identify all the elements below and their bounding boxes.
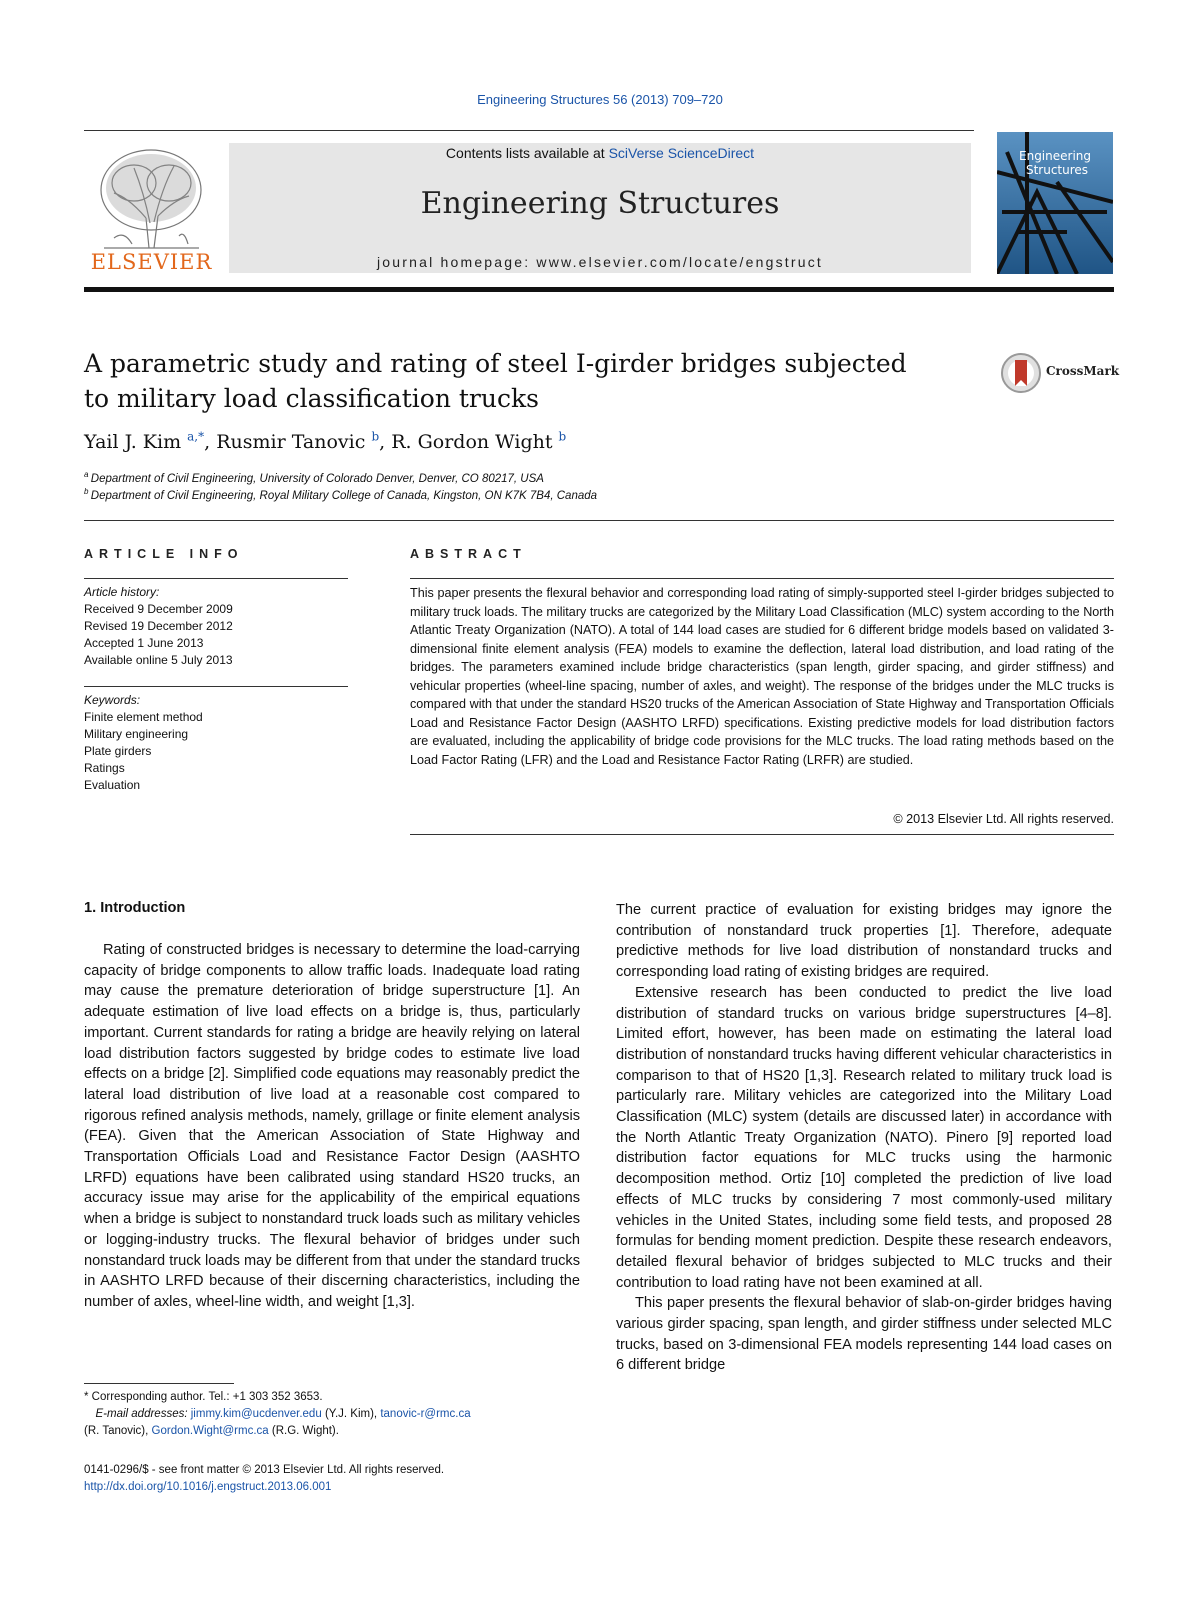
keyword-item: Plate girders: [84, 744, 152, 758]
keywords: [84, 692, 348, 794]
author-affiliation-mark[interactable]: a,*: [187, 430, 205, 444]
header-divider: [84, 287, 1114, 292]
affiliation-a: $^a$ Department of Civil Engineering, University of Colorado Denver, Denver, CO 80217, USA: [84, 470, 544, 485]
contents-prefix: Contents lists available at: [445, 145, 609, 161]
article-title: [84, 346, 934, 416]
keyword-item: Military engineering: [84, 727, 189, 741]
title-line-2: to military load classification trucks: [84, 384, 539, 413]
email-link[interactable]: jimmy.kim@ucdenver.edu: [190, 1408, 322, 1420]
journal-name: Engineering Structures: [420, 186, 780, 221]
corresponding-author-footnote: [84, 1389, 580, 1440]
issn-block: [84, 1462, 580, 1496]
author-name: R. Gordon Wight: [391, 431, 553, 454]
elsevier-logo: [84, 138, 219, 278]
author-name: Yail J. Kim: [84, 431, 182, 454]
email-owner: (Y.J. Kim),: [324, 1408, 378, 1420]
crossmark-icon: [1000, 352, 1042, 394]
history-revised: Revised 19 December 2012: [84, 619, 233, 633]
author-separator: ,: [204, 431, 217, 454]
paragraph: Extensive research has been conducted to predict the live load distribution of standard trucks on various bridge superstructures [4–8]. Limited effort, however, has been made on estimating the lateral load distribution of nonstandard trucks having different vehicular characteristics in comparison to that of HS20 [1,3]. Research related to military truck load is particularly rare. Military vehicles are categorized into the Military Load Classification (MLC) system (details are discussed later) in accordance with the North Atlantic Treaty Organization (NATO). Pinero [9] reported load distribution factor equations for MLC trucks using the harmonic decomposition method. Ortiz [10] completed the prediction of live load effects of MLC trucks by considering 7 most commonly-used military vehicles in the United States, including some field tests, and proposed 28 formulas for bending moment prediction. Despite these research endeavors, detailed flexural behavior of bridges subjected to MLC trucks and their contribution to load rating have not been examined at all.: [616, 984, 1112, 1291]
body-column-left: [84, 940, 580, 1313]
divider: [84, 130, 974, 131]
author-list: [84, 430, 566, 453]
paragraph: Rating of constructed bridges is necessary to determine the load-carrying capacity of bridge components to allow traffic loads. Inadequate load rating may cause the premature deterioration of bridge superstructure [1]. An adequate estimation of live load effects on a bridge is, thus, particularly important. Current standards for rating a bridge are heavily relying on lateral load distribution factors suggested by bridge codes to estimate live load effects on a bridge [2]. Simplified code equations may reasonably predict the lateral load distribution of live load at a reasonable cost compared to rigorous refined analysis methods, namely, grillage or finite element analysis (FEA). Given that the American Association of State Highway and Transportation Officials Load and Resistance Factor Design (AASHTO LRFD) equations have been calibrated using standard HS20 trucks, an accuracy issue may arise for the applicability of the empirical equations when a bridge is subject to nonstandard truck loads such as military vehicles or logging-industry trucks. The flexural behavior of bridges under such nonstandard truck loads may be different from that under the standard trucks in AASHTO LRFD because of their discerning characteristics, including the number of axles, wheel-line width, and weight [1,3].: [84, 942, 580, 1310]
author: [391, 431, 566, 453]
contents-line: [229, 145, 971, 161]
article-info-heading: ARTICLE INFO: [84, 547, 244, 561]
history-label: Article history:: [84, 585, 160, 599]
bridge-cover-icon: [997, 132, 1113, 274]
body-column-right: [616, 900, 1112, 1376]
sciencedirect-link[interactable]: SciVerse ScienceDirect: [608, 145, 755, 161]
publisher-wordmark: ELSEVIER: [90, 250, 213, 274]
affiliation-a-text: Department of Civil Engineering, University of Colorado Denver, Denver, CO 80217, USA: [90, 472, 544, 485]
history-received: Received 9 December 2009: [84, 602, 233, 616]
journal-homepage[interactable]: journal homepage: www.elsevier.com/locate/engstruct: [376, 254, 824, 270]
paragraph: This paper presents the flexural behavior of slab-on-girder bridges having various girder spacing, span length, and girder stiffness under selected MLC trucks, based on 3-dimensional FEA models representing 144 load cases on 6 different bridge: [616, 1295, 1112, 1374]
paragraph: The current practice of evaluation for existing bridges may ignore the contribution of nonstandard truck properties [1]. Therefore, adequate predictive methods for live load distribution of nonstandard trucks and corresponding load rating of existing bridges are required.: [616, 902, 1112, 981]
author-name: Rusmir Tanovic: [216, 431, 366, 454]
author-affiliation-mark[interactable]: b: [371, 430, 380, 444]
email-label: E-mail addresses:: [95, 1408, 188, 1420]
section-heading-introduction: 1. Introduction: [84, 900, 186, 916]
divider: [84, 686, 348, 687]
issn-line: 0141-0296/$ - see front matter © 2013 Elsevier Ltd. All rights reserved.: [84, 1464, 445, 1476]
affiliation-b-text: Department of Civil Engineering, Royal Military College of Canada, Kingston, ON K7K 7B4, Canada: [90, 489, 598, 502]
abstract-copyright: © 2013 Elsevier Ltd. All rights reserved.: [893, 812, 1114, 826]
divider: [410, 578, 1114, 579]
keywords-label: Keywords:: [84, 693, 141, 707]
crossmark-badge[interactable]: [1000, 352, 1120, 394]
divider: [410, 834, 1114, 835]
journal-cover-image: [997, 132, 1113, 274]
author-separator: ,: [379, 431, 392, 454]
abstract-text: This paper presents the flexural behavior and corresponding load rating of simply-supported steel I-girder bridges subjected to military truck loads. The military trucks are categorized by the Military Load Classification (MLC) system according to the North Atlantic Treaty Organization (NATO). A total of 144 load cases are studied for 6 different bridge models based on validated 3-dimensional finite element analysis (FEA) models to examine the deflection, lateral load distribution, and load rating of the bridges. The parameters examined include bridge characteristics (span length, girder spacing, and girder stiffness) and vehicular properties (wheel-line spacing, number of axles, and weight). The response of the bridges under the MLC trucks is compared with that under the standard HS20 trucks of the American Association of State Highway and Transportation Officials Load and Resistance Factor Design (AASHTO LRFD) specifications. Existing predictive models for load distribution factors are evaluated, including the applicability of bridge code provisions for the MLC trucks. The load rating methods based on the Load Factor Rating (LFR) and the Load and Resistance Factor Rating (LRFR) are studied.: [410, 586, 1114, 767]
email-link[interactable]: tanovic-r@rmc.ca: [380, 1408, 471, 1420]
author: [216, 431, 391, 453]
journal-citation[interactable]: Engineering Structures 56 (2013) 709–720: [477, 92, 723, 107]
email-line: [84, 1423, 580, 1440]
affiliation-b: $^b$ Department of Civil Engineering, Royal Military College of Canada, Kingston, ON K7K 7B4, Canada: [84, 487, 598, 502]
keyword-item: Evaluation: [84, 778, 141, 792]
divider: [84, 578, 348, 579]
crossmark-label: CrossMark: [1046, 364, 1120, 378]
footnote-divider: [84, 1383, 234, 1384]
cover-title-line2: Structures: [1025, 163, 1089, 177]
keyword-item: Ratings: [84, 761, 125, 775]
email-owner: (R. Tanovic),: [84, 1425, 149, 1437]
divider: [84, 520, 1114, 521]
email-link[interactable]: Gordon.Wight@rmc.ca: [151, 1425, 269, 1437]
keyword-item: Finite element method: [84, 710, 203, 724]
cover-title-line1: Engineering: [1019, 149, 1091, 163]
author-affiliation-mark[interactable]: b: [558, 430, 567, 444]
doi-link[interactable]: http://dx.doi.org/10.1016/j.engstruct.2013.06.001: [84, 1481, 332, 1493]
author: [84, 431, 216, 453]
title-line-1: A parametric study and rating of steel I-girder bridges subjected: [84, 349, 907, 378]
email-owner: (R.G. Wight).: [271, 1425, 339, 1437]
history-online: Available online 5 July 2013: [84, 653, 233, 667]
email-line: [84, 1406, 580, 1423]
history-accepted: Accepted 1 June 2013: [84, 636, 204, 650]
corresponding-author-line: * Corresponding author. Tel.: +1 303 352 3653.: [84, 1391, 323, 1403]
article-history: [84, 584, 348, 669]
abstract-heading: ABSTRACT: [410, 547, 527, 561]
